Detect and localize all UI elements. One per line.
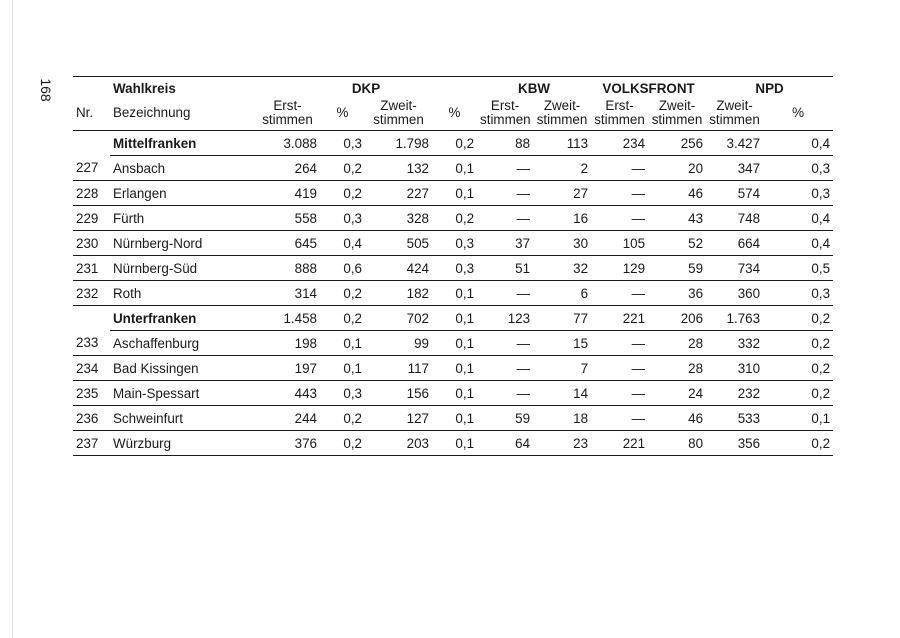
kbw-erststimmen: —	[477, 381, 533, 406]
district-name: Schweinfurt	[110, 406, 255, 431]
kbw-zweitstimmen: 18	[533, 406, 591, 431]
kbw-zweitstimmen: 14	[533, 381, 591, 406]
npd-zweitstimmen: 310	[706, 356, 763, 381]
npd-pct: 0,2	[763, 381, 833, 406]
volksfront-zweitstimmen-header: Zweit- stimmen	[648, 96, 706, 131]
table-row	[73, 231, 833, 256]
district-nr: 236	[73, 406, 110, 431]
npd-zweitstimmen: 748	[706, 206, 763, 231]
table-row	[73, 281, 833, 306]
npd-zweitstimmen: 574	[706, 181, 763, 206]
district-nr: 234	[73, 356, 110, 381]
region-kbw-erststimmen: 123	[477, 306, 533, 331]
volksfront-erststimmen: 221	[591, 431, 648, 456]
dkp-erst-pct: 0,2	[320, 156, 365, 181]
npd-pct: 0,3	[763, 181, 833, 206]
dkp-zweitstimmen: 203	[365, 431, 432, 456]
district-name: Würzburg	[110, 431, 255, 456]
dkp-erststimmen: 419	[255, 181, 320, 206]
kbw-erststimmen: 51	[477, 256, 533, 281]
npd-zweitstimmen: 734	[706, 256, 763, 281]
dkp-erststimmen: 376	[255, 431, 320, 456]
party-volksfront: VOLKSFRONT	[591, 77, 706, 97]
district-name: Erlangen	[110, 181, 255, 206]
district-nr: 230	[73, 231, 110, 256]
dkp-erst-pct: 0,1	[320, 331, 365, 356]
volksfront-zweitstimmen: 43	[648, 206, 706, 231]
volksfront-zweitstimmen: 20	[648, 156, 706, 181]
kbw-erststimmen: —	[477, 331, 533, 356]
region-name: Mittelfranken	[110, 131, 255, 156]
npd-pct: 0,2	[763, 356, 833, 381]
party-dkp: DKP	[255, 77, 477, 97]
npd-pct: 0,5	[763, 256, 833, 281]
dkp-zweitstimmen: 328	[365, 206, 432, 231]
region-name: Unterfranken	[110, 306, 255, 331]
kbw-zweitstimmen: 23	[533, 431, 591, 456]
dkp-zweit-pct-header: %	[432, 96, 477, 131]
kbw-erststimmen: 64	[477, 431, 533, 456]
dkp-zweit-pct: 0,1	[432, 281, 477, 306]
npd-zweitstimmen: 332	[706, 331, 763, 356]
volksfront-zweitstimmen: 28	[648, 356, 706, 381]
volksfront-zweitstimmen: 59	[648, 256, 706, 281]
npd-pct: 0,4	[763, 206, 833, 231]
table-row	[73, 406, 833, 431]
region-total-row	[73, 131, 833, 156]
dkp-erst-pct-header: %	[320, 96, 365, 131]
district-name: Ansbach	[110, 156, 255, 181]
volksfront-erststimmen: —	[591, 156, 648, 181]
election-results-table	[73, 76, 833, 456]
dkp-zweit-pct: 0,1	[432, 381, 477, 406]
dkp-zweit-pct: 0,1	[432, 356, 477, 381]
volksfront-erststimmen: —	[591, 381, 648, 406]
dkp-erst-pct: 0,2	[320, 406, 365, 431]
region-volksfront-zweitstimmen: 206	[648, 306, 706, 331]
kbw-zweitstimmen: 32	[533, 256, 591, 281]
dkp-erst-pct: 0,3	[320, 381, 365, 406]
dkp-zweitstimmen: 99	[365, 331, 432, 356]
dkp-zweit-pct: 0,2	[432, 206, 477, 231]
dkp-erststimmen: 314	[255, 281, 320, 306]
column-header-row	[73, 96, 833, 131]
region-dkp-erst-pct: 0,3	[320, 131, 365, 156]
table-row	[73, 206, 833, 231]
dkp-erst-pct: 0,1	[320, 356, 365, 381]
region-kbw-zweitstimmen: 77	[533, 306, 591, 331]
dkp-zweit-pct: 0,1	[432, 156, 477, 181]
kbw-zweitstimmen: 30	[533, 231, 591, 256]
npd-pct: 0,1	[763, 406, 833, 431]
dkp-erststimmen: 645	[255, 231, 320, 256]
volksfront-zweitstimmen: 52	[648, 231, 706, 256]
table-row	[73, 181, 833, 206]
npd-zweitstimmen-header: Zweit- stimmen	[706, 96, 763, 131]
volksfront-erststimmen: —	[591, 356, 648, 381]
dkp-zweit-pct: 0,1	[432, 181, 477, 206]
npd-pct: 0,2	[763, 431, 833, 456]
dkp-erststimmen-header: Erst- stimmen	[255, 96, 320, 131]
region-npd-pct: 0,2	[763, 306, 833, 331]
volksfront-zweitstimmen: 36	[648, 281, 706, 306]
npd-pct: 0,4	[763, 231, 833, 256]
volksfront-zweitstimmen: 28	[648, 331, 706, 356]
page-edge-line	[12, 0, 13, 638]
region-dkp-zweitstimmen: 702	[365, 306, 432, 331]
volksfront-erststimmen: —	[591, 281, 648, 306]
party-header-row	[73, 77, 833, 97]
dkp-zweit-pct: 0,1	[432, 331, 477, 356]
volksfront-erststimmen: 129	[591, 256, 648, 281]
npd-pct-header: %	[763, 96, 833, 131]
npd-zweitstimmen: 664	[706, 231, 763, 256]
dkp-erst-pct: 0,2	[320, 431, 365, 456]
dkp-zweitstimmen-header: Zweit- stimmen	[365, 96, 432, 131]
kbw-zweitstimmen: 16	[533, 206, 591, 231]
volksfront-erststimmen-header: Erst- stimmen	[591, 96, 648, 131]
table-row	[73, 431, 833, 456]
district-nr: 228	[73, 181, 110, 206]
region-dkp-erststimmen: 1.458	[255, 306, 320, 331]
region-total-row	[73, 306, 833, 331]
table-row	[73, 256, 833, 281]
district-nr: 232	[73, 281, 110, 306]
dkp-zweitstimmen: 182	[365, 281, 432, 306]
district-nr: 231	[73, 256, 110, 281]
volksfront-zweitstimmen: 46	[648, 181, 706, 206]
npd-zweitstimmen: 356	[706, 431, 763, 456]
table-row	[73, 331, 833, 356]
npd-pct: 0,3	[763, 281, 833, 306]
district-nr: 233	[73, 331, 110, 356]
dkp-zweit-pct: 0,3	[432, 256, 477, 281]
dkp-erststimmen: 244	[255, 406, 320, 431]
volksfront-erststimmen: —	[591, 181, 648, 206]
dkp-erststimmen: 443	[255, 381, 320, 406]
kbw-erststimmen: —	[477, 206, 533, 231]
kbw-erststimmen: —	[477, 181, 533, 206]
volksfront-zweitstimmen: 80	[648, 431, 706, 456]
kbw-erststimmen: —	[477, 356, 533, 381]
npd-pct: 0,2	[763, 331, 833, 356]
dkp-zweitstimmen: 156	[365, 381, 432, 406]
dkp-zweit-pct: 0,1	[432, 431, 477, 456]
dkp-zweit-pct: 0,3	[432, 231, 477, 256]
kbw-zweitstimmen: 7	[533, 356, 591, 381]
region-dkp-zweit-pct: 0,1	[432, 306, 477, 331]
district-name: Fürth	[110, 206, 255, 231]
region-npd-zweitstimmen: 3.427	[706, 131, 763, 156]
region-dkp-zweit-pct: 0,2	[432, 131, 477, 156]
party-kbw: KBW	[477, 77, 591, 97]
region-volksfront-erststimmen: 221	[591, 306, 648, 331]
dkp-zweit-pct: 0,1	[432, 406, 477, 431]
dkp-erststimmen: 198	[255, 331, 320, 356]
npd-zweitstimmen: 232	[706, 381, 763, 406]
table-body	[73, 131, 833, 456]
dkp-erst-pct: 0,3	[320, 206, 365, 231]
dkp-zweitstimmen: 505	[365, 231, 432, 256]
dkp-erststimmen: 888	[255, 256, 320, 281]
district-name: Aschaffenburg	[110, 331, 255, 356]
district-nr: 235	[73, 381, 110, 406]
kbw-erststimmen: —	[477, 281, 533, 306]
kbw-zweitstimmen: 6	[533, 281, 591, 306]
dkp-zweitstimmen: 132	[365, 156, 432, 181]
district-name: Main-Spessart	[110, 381, 255, 406]
volksfront-erststimmen: —	[591, 331, 648, 356]
table-row	[73, 356, 833, 381]
npd-zweitstimmen: 360	[706, 281, 763, 306]
volksfront-erststimmen: 105	[591, 231, 648, 256]
volksfront-erststimmen: —	[591, 206, 648, 231]
kbw-erststimmen: —	[477, 156, 533, 181]
region-dkp-erst-pct: 0,2	[320, 306, 365, 331]
district-name: Nürnberg-Süd	[110, 256, 255, 281]
dkp-zweitstimmen: 117	[365, 356, 432, 381]
npd-pct: 0,3	[763, 156, 833, 181]
dkp-erst-pct: 0,2	[320, 181, 365, 206]
kbw-zweitstimmen: 27	[533, 181, 591, 206]
table-row	[73, 381, 833, 406]
kbw-erststimmen: 37	[477, 231, 533, 256]
kbw-erststimmen: 59	[477, 406, 533, 431]
region-kbw-zweitstimmen: 113	[533, 131, 591, 156]
page-number: 168	[38, 78, 54, 102]
nr-header: Nr.	[73, 96, 110, 131]
bezeichnung-header: Bezeichnung	[110, 96, 255, 131]
dkp-zweitstimmen: 424	[365, 256, 432, 281]
dkp-erststimmen: 197	[255, 356, 320, 381]
dkp-zweitstimmen: 227	[365, 181, 432, 206]
volksfront-zweitstimmen: 24	[648, 381, 706, 406]
region-npd-pct: 0,4	[763, 131, 833, 156]
dkp-erststimmen: 264	[255, 156, 320, 181]
district-name: Nürnberg-Nord	[110, 231, 255, 256]
dkp-erst-pct: 0,6	[320, 256, 365, 281]
region-dkp-zweitstimmen: 1.798	[365, 131, 432, 156]
npd-zweitstimmen: 533	[706, 406, 763, 431]
region-npd-zweitstimmen: 1.763	[706, 306, 763, 331]
district-name: Bad Kissingen	[110, 356, 255, 381]
region-kbw-erststimmen: 88	[477, 131, 533, 156]
region-volksfront-zweitstimmen: 256	[648, 131, 706, 156]
dkp-erst-pct: 0,2	[320, 281, 365, 306]
table-row	[73, 156, 833, 181]
npd-zweitstimmen: 347	[706, 156, 763, 181]
region-nr-empty	[73, 306, 110, 331]
district-name: Roth	[110, 281, 255, 306]
region-volksfront-erststimmen: 234	[591, 131, 648, 156]
dkp-zweitstimmen: 127	[365, 406, 432, 431]
region-dkp-erststimmen: 3.088	[255, 131, 320, 156]
kbw-zweitstimmen-header: Zweit- stimmen	[533, 96, 591, 131]
dkp-erststimmen: 558	[255, 206, 320, 231]
district-nr: 229	[73, 206, 110, 231]
kbw-zweitstimmen: 15	[533, 331, 591, 356]
volksfront-zweitstimmen: 46	[648, 406, 706, 431]
district-nr: 227	[73, 156, 110, 181]
region-nr-empty	[73, 131, 110, 156]
dkp-erst-pct: 0,4	[320, 231, 365, 256]
kbw-zweitstimmen: 2	[533, 156, 591, 181]
wahlkreis-header: Wahlkreis	[110, 77, 255, 97]
kbw-erststimmen-header: Erst- stimmen	[477, 96, 533, 131]
volksfront-erststimmen: —	[591, 406, 648, 431]
district-nr: 237	[73, 431, 110, 456]
party-npd: NPD	[706, 77, 833, 97]
